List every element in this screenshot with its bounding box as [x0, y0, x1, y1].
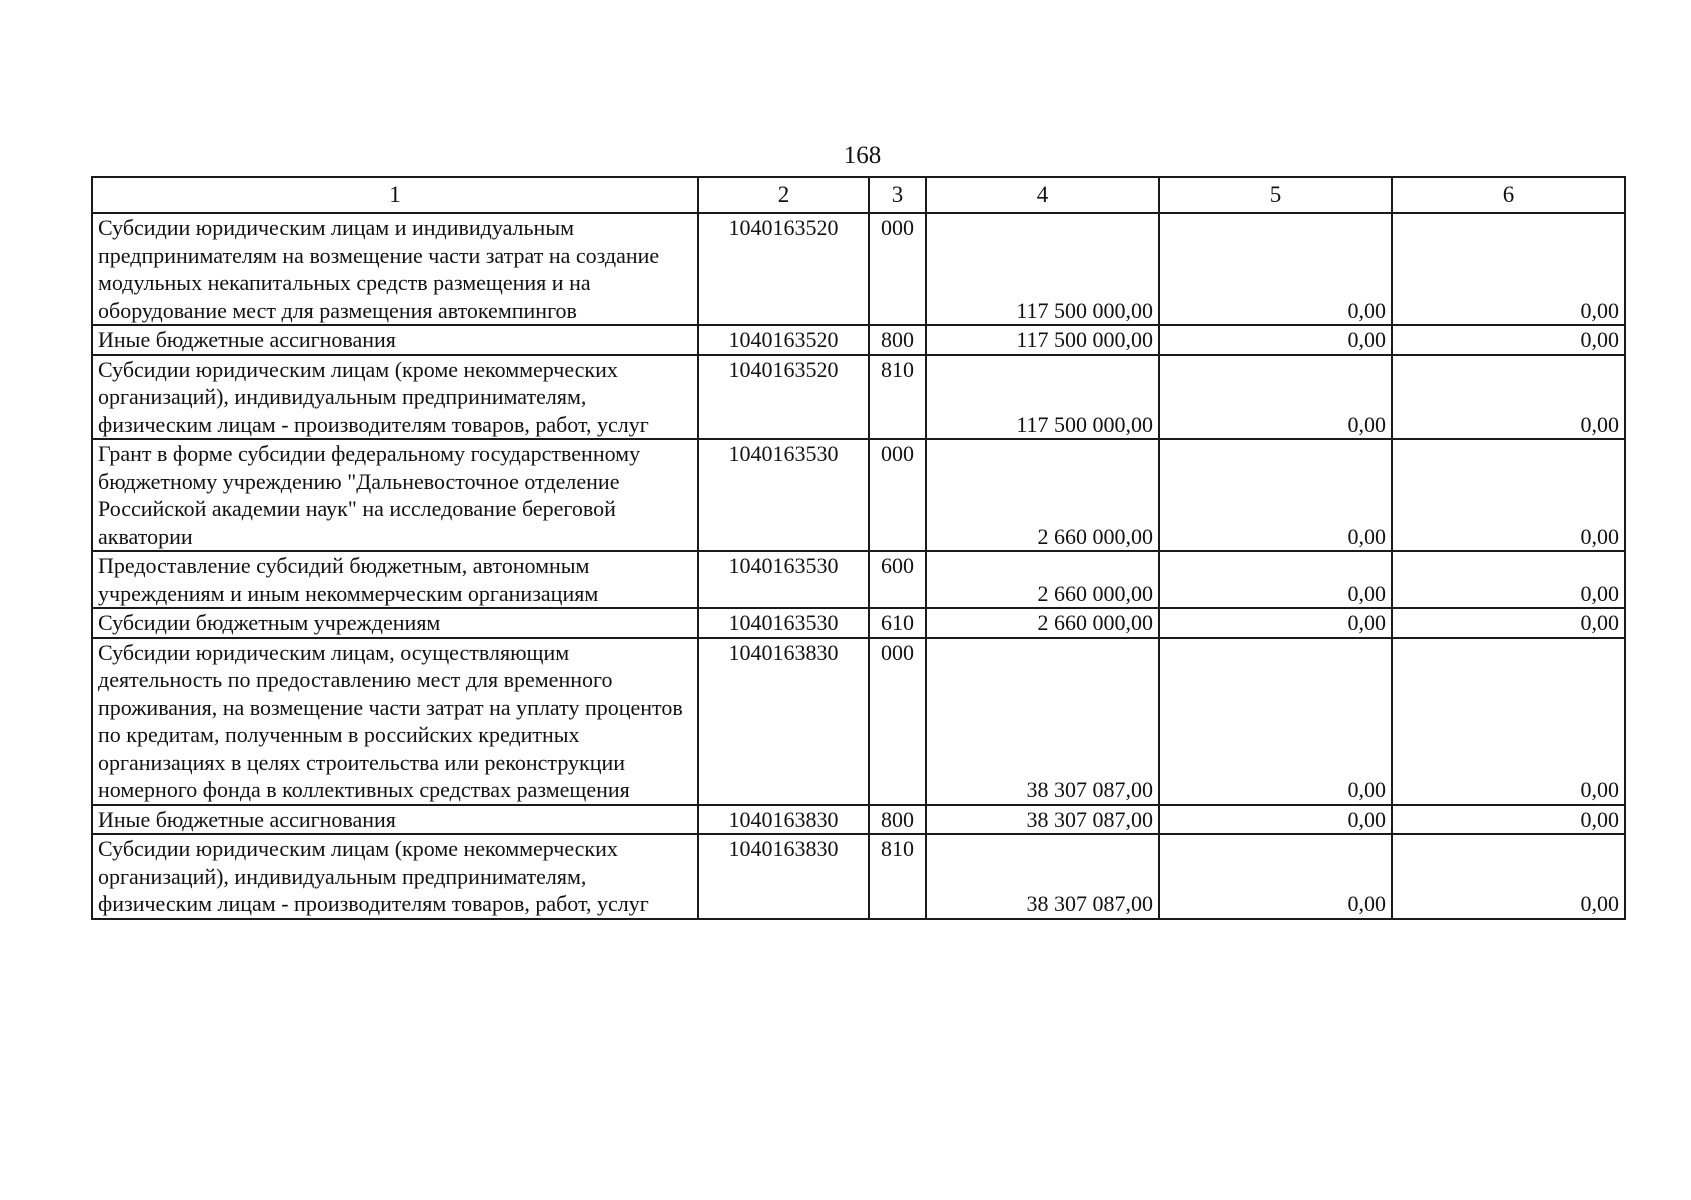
row-value-6: 0,00: [1392, 805, 1625, 835]
row-value-5: 0,00: [1159, 213, 1392, 325]
row-type: 610: [869, 608, 926, 638]
table-row: [92, 805, 1625, 835]
row-value-5: 0,00: [1159, 325, 1392, 355]
table-row: [92, 551, 1625, 608]
header-col-6: 6: [1392, 177, 1625, 213]
row-name: Субсидии юридическим лицам и индивидуальным предпринимателям на возмещение части затрат на создание модульных некапитальных средств размещения и на оборудование мест для размещения автокемпингов: [92, 213, 698, 325]
row-type: 000: [869, 638, 926, 805]
table-row: [92, 325, 1625, 355]
table-row: [92, 213, 1625, 325]
row-code: 1040163830: [698, 638, 869, 805]
row-code: 1040163530: [698, 608, 869, 638]
row-value-6: 0,00: [1392, 355, 1625, 440]
header-col-4: 4: [926, 177, 1159, 213]
row-value-6: 0,00: [1392, 551, 1625, 608]
row-name: Субсидии юридическим лицам, осуществляющим деятельность по предоставлению мест для временного проживания, на возмещение части затрат на уплату процентов по кредитам, полученным в российских кредитных организациях в целях строительства или реконструкции номерного фонда в коллективных средствах размещения: [92, 638, 698, 805]
row-value-5: 0,00: [1159, 551, 1392, 608]
row-type: 810: [869, 834, 926, 919]
row-value-6: 0,00: [1392, 608, 1625, 638]
row-name: Грант в форме субсидии федеральному государственному бюджетному учреждению "Дальневосточное отделение Российской академии наук" на исследование береговой акватории: [92, 439, 698, 551]
table-row: [92, 608, 1625, 638]
row-name: Предоставление субсидий бюджетным, автономным учреждениям и иным некоммерческим организациям: [92, 551, 698, 608]
row-name: Субсидии юридическим лицам (кроме некоммерческих организаций), индивидуальным предпринимателям, физическим лицам - производителям товаров, работ, услуг: [92, 834, 698, 919]
row-value-4: 38 307 087,00: [926, 834, 1159, 919]
row-type: 810: [869, 355, 926, 440]
table-row: [92, 439, 1625, 551]
row-value-6: 0,00: [1392, 325, 1625, 355]
row-value-5: 0,00: [1159, 805, 1392, 835]
row-value-5: 0,00: [1159, 638, 1392, 805]
row-code: 1040163520: [698, 355, 869, 440]
row-name: Иные бюджетные ассигнования: [92, 805, 698, 835]
row-value-5: 0,00: [1159, 608, 1392, 638]
row-code: 1040163830: [698, 834, 869, 919]
row-type: 000: [869, 439, 926, 551]
row-code: 1040163530: [698, 551, 869, 608]
row-value-4: 117 500 000,00: [926, 325, 1159, 355]
row-value-4: 117 500 000,00: [926, 355, 1159, 440]
row-name: Субсидии бюджетным учреждениям: [92, 608, 698, 638]
table-row: [92, 638, 1625, 805]
row-name: Субсидии юридическим лицам (кроме некоммерческих организаций), индивидуальным предпринимателям, физическим лицам - производителям товаров, работ, услуг: [92, 355, 698, 440]
table-row: [92, 355, 1625, 440]
row-value-6: 0,00: [1392, 213, 1625, 325]
row-value-4: 2 660 000,00: [926, 608, 1159, 638]
row-type: 800: [869, 805, 926, 835]
row-code: 1040163830: [698, 805, 869, 835]
table-row: [92, 834, 1625, 919]
row-type: 600: [869, 551, 926, 608]
row-value-4: 2 660 000,00: [926, 551, 1159, 608]
header-col-1: 1: [92, 177, 698, 213]
row-value-5: 0,00: [1159, 439, 1392, 551]
row-value-6: 0,00: [1392, 638, 1625, 805]
header-col-2: 2: [698, 177, 869, 213]
row-value-5: 0,00: [1159, 355, 1392, 440]
row-value-4: 38 307 087,00: [926, 638, 1159, 805]
row-value-6: 0,00: [1392, 439, 1625, 551]
row-code: 1040163530: [698, 439, 869, 551]
row-code: 1040163520: [698, 213, 869, 325]
header-col-5: 5: [1159, 177, 1392, 213]
row-value-4: 38 307 087,00: [926, 805, 1159, 835]
page-number: 168: [843, 142, 882, 169]
header-col-3: 3: [869, 177, 926, 213]
budget-table: [91, 176, 1626, 920]
row-type: 800: [869, 325, 926, 355]
row-code: 1040163520: [698, 325, 869, 355]
row-type: 000: [869, 213, 926, 325]
row-name: Иные бюджетные ассигнования: [92, 325, 698, 355]
row-value-4: 2 660 000,00: [926, 439, 1159, 551]
row-value-4: 117 500 000,00: [926, 213, 1159, 325]
header-row: [92, 177, 1625, 213]
row-value-5: 0,00: [1159, 834, 1392, 919]
row-value-6: 0,00: [1392, 834, 1625, 919]
